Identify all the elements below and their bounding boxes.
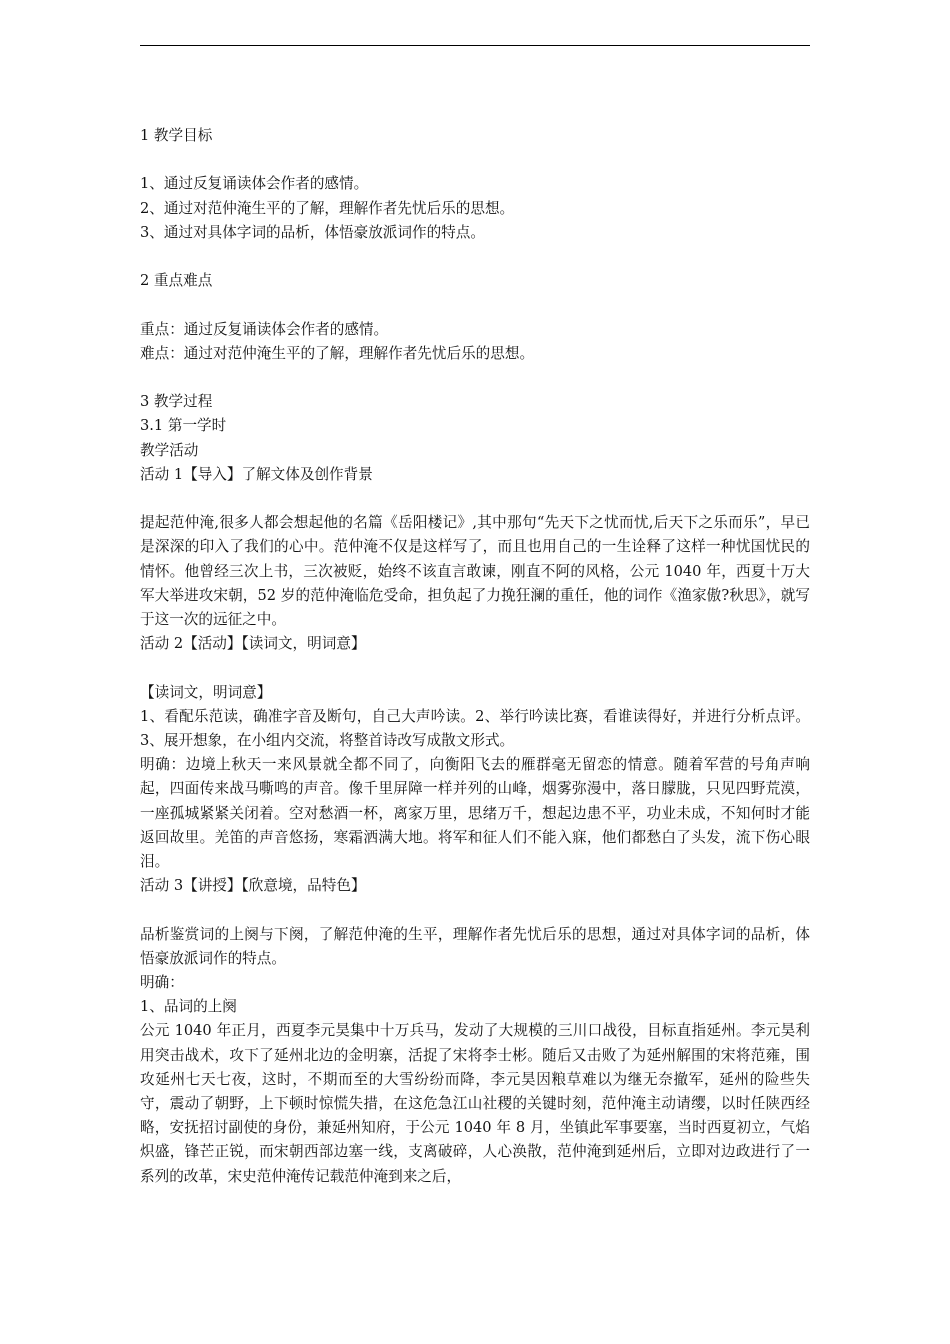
- document-body: [140, 124, 810, 1189]
- section-title-key-points: 2 重点难点: [140, 272, 213, 290]
- activity-1-body: 提起范仲淹,很多人都会想起他的名篇《岳阳楼记》,其中那句“先天下之忧而忧,后天下之乐而乐”，早已是深深的印入了我们的心中。范仲淹不仅是这样写了，而且也用自己的一生诠释了这样一种忧国忧民的情怀。他曾经三次上书，三次被贬，始终不该直言敢谏，刚直不阿的风格，公元 1040 年，西夏十万大军大举进攻宋朝，52 岁的范仲淹临危受命，担负起了力挽狂澜的重任，他的词作《渔家傲?秋思》，就写于这一次的远征之中。: [140, 514, 810, 628]
- activity-3-point-1-body: 公元 1040 年正月，西夏李元昊集中十万兵马，发动了大规模的三川口战役，目标直指延州。李元昊利用突击战术，攻下了延州北边的金明寨，活捉了宋将李士彬。随后又击败了为延州解围的宋将范雍，围攻延州七天七夜，这时，不期而至的大雪纷纷而降，李元昊因粮草难以为继无奈撤军，延州的险些失守，震动了朝野，上下顿时惊慌失措，在这危急江山社稷的关键时刻，范仲淹主动请缨，以时任陕西经略，安抚招讨副使的身份，兼延州知府，于公元 1040 年 8 月，坐镇此军事要塞，当时西夏初立，气焰炽盛，锋芒正锐，而宋朝西部边塞一线，支离破碎，人心涣散，范仲淹到延州后，立即对边政进行了一系列的改革，宋史范仲淹传记载范仲淹到来之后，: [140, 1022, 811, 1185]
- activity-2-answer: 明确：边境上秋天一来风景就全都不同了，向衡阳飞去的雁群毫无留恋的情意。随着军营的号角声响起，四面传来战马嘶鸣的声音。像千里屏障一样并列的山峰，烟雾弥漫中，落日朦胧，只见四野荒漠，一座孤城紧紧关闭着。空对愁酒一杯，离家万里，思绪万千，想起边患不平，功业未成，不知何时才能返回故里。羌笛的声音悠扬，寒霜洒满大地。将军和征人们不能入寐，他们都愁白了头发，流下伤心眼泪。: [140, 756, 810, 870]
- activity-2-body: 1、看配乐范读，确准字音及断句，自己大声吟读。2、举行吟读比赛，看谁读得好，并进行分析点评。3、展开想象，在小组内交流，将整首诗改写成散文形式。: [140, 707, 810, 749]
- objective-item-2: 2、通过对范仲淹生平的了解，理解作者先忧后乐的思想。: [140, 199, 515, 217]
- activity-3-body: 品析鉴赏词的上阕与下阕，了解范仲淹的生平，理解作者先忧后乐的思想，通过对具体字词的品析，体悟豪放派词作的特点。: [140, 925, 810, 967]
- section-title-process: 3 教学过程: [140, 393, 213, 411]
- activity-3-mingque: 明确：: [140, 974, 184, 991]
- activity-1-title: 活动 1【导入】了解文体及创作背景: [140, 465, 373, 483]
- activity-3-title: 活动 3【讲授】【欣意境，品特色】: [140, 877, 366, 895]
- key-point: 重点：通过反复诵读体会作者的感情。: [140, 320, 389, 338]
- header-rule: [140, 45, 810, 46]
- activity-2-heading: 【读词文，明词意】: [140, 683, 272, 701]
- objective-item-1: 1、通过反复诵读体会作者的感情。: [140, 175, 369, 193]
- objective-item-3: 3、通过对具体字词的品析，体悟豪放派词作的特点。: [140, 223, 485, 241]
- section-title-objectives: 1 教学目标: [140, 127, 213, 144]
- activities-label: 教学活动: [140, 441, 199, 459]
- difficulty-point: 难点：通过对范仲淹生平的了解，理解作者先忧后乐的思想。: [140, 344, 535, 362]
- activity-3-point-1-title: 1、品词的上阕: [140, 998, 237, 1016]
- activity-2-title: 活动 2【活动】【读词文，明词意】: [140, 635, 366, 653]
- subsection-title-lesson-1: 3.1 第一学时: [140, 417, 227, 435]
